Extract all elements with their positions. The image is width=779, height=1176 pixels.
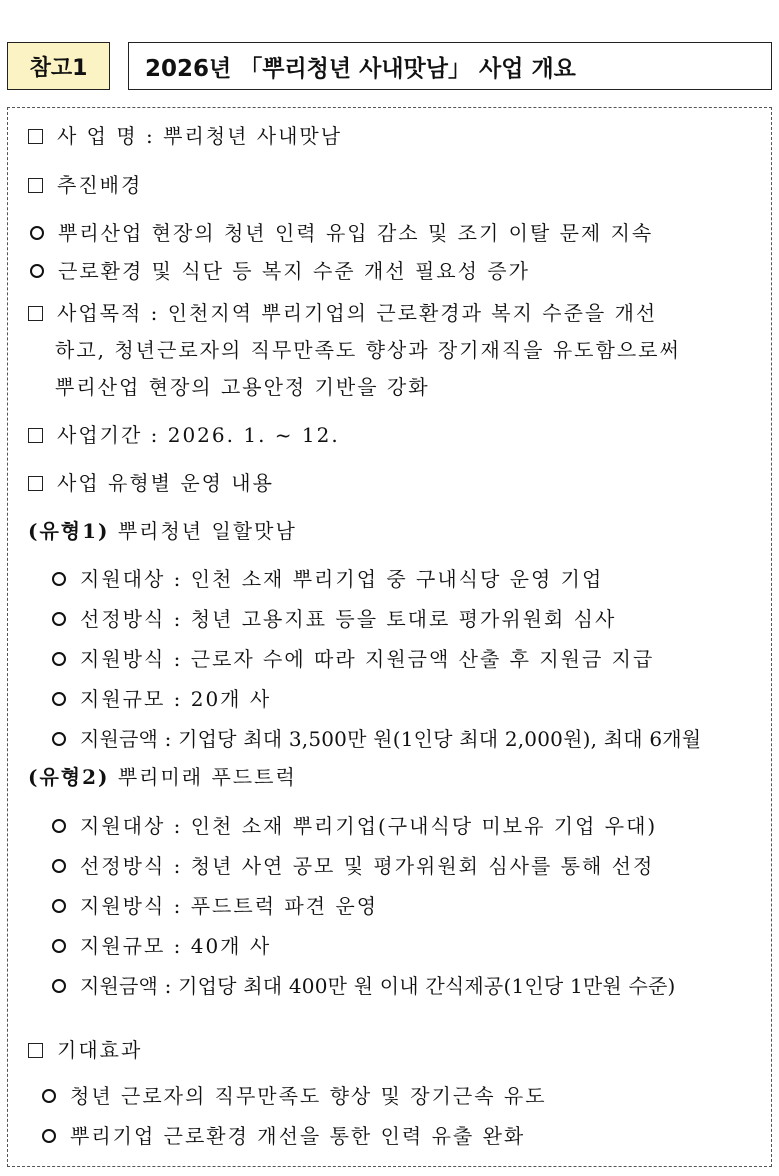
square-bullet-icon xyxy=(28,178,43,193)
background-heading: 추진배경 xyxy=(28,171,142,199)
header xyxy=(7,42,772,92)
type1-item: 지원방식 : 근로자 수에 따라 지원금액 산출 후 지원금 지급 xyxy=(52,645,654,673)
type2-item: 선정방식 : 청년 사연 공모 및 평가위원회 심사를 통해 선정 xyxy=(52,852,654,880)
type1-item: 선정방식 : 청년 고용지표 등을 토대로 평가위원회 심사 xyxy=(52,605,616,633)
business-name-line: 사 업 명 : 뿌리청년 사내맛남 xyxy=(28,122,342,150)
circle-bullet-icon xyxy=(52,859,66,873)
type1-item: 지원금액 : 기업당 최대 3,500만 원(1인당 최대 2,000원), 최대 6개월 xyxy=(52,725,701,753)
purpose-line: 하고, 청년근로자의 직무만족도 향상과 장기재직을 유도함으로써 xyxy=(55,338,681,362)
circle-bullet-icon xyxy=(52,652,66,666)
circle-bullet-icon xyxy=(52,692,66,706)
circle-bullet-icon xyxy=(52,819,66,833)
circle-bullet-icon xyxy=(30,226,44,240)
effects-item: 청년 근로자의 직무만족도 향상 및 장기근속 유도 xyxy=(42,1082,547,1110)
circle-bullet-icon xyxy=(52,732,66,746)
square-bullet-icon xyxy=(28,129,43,144)
period-line: 사업기간 : 2026. 1. ~ 12. xyxy=(28,421,340,449)
type2-item: 지원규모 : 40개 사 xyxy=(52,932,271,960)
type2-item: 지원금액 : 기업당 최대 400만 원 이내 간식제공(1인당 1만원 수준) xyxy=(52,972,676,1000)
square-bullet-icon xyxy=(28,476,43,491)
type2-heading: (유형2) 뿌리미래 푸드트럭 xyxy=(28,765,297,789)
circle-bullet-icon xyxy=(52,939,66,953)
square-bullet-icon xyxy=(28,306,43,321)
type1-item: 지원대상 : 인천 소재 뿌리기업 중 구내식당 운영 기업 xyxy=(52,565,603,593)
page-title: 2026년 「뿌리청년 사내맛남」 사업 개요 xyxy=(128,42,772,90)
circle-bullet-icon xyxy=(52,979,66,993)
circle-bullet-icon xyxy=(42,1089,56,1103)
purpose-line: 사업목적 : 인천지역 뿌리기업의 근로환경과 복지 수준을 개선 xyxy=(28,299,657,327)
effects-item: 뿌리기업 근로환경 개선을 통한 인력 유출 완화 xyxy=(42,1122,525,1150)
background-item: 뿌리산업 현장의 청년 인력 유입 감소 및 조기 이탈 문제 지속 xyxy=(30,219,653,247)
type1-item: 지원규모 : 20개 사 xyxy=(52,685,271,713)
effects-heading: 기대효과 xyxy=(28,1036,142,1064)
square-bullet-icon xyxy=(28,1043,43,1058)
reference-tag: 참고1 xyxy=(7,42,110,90)
circle-bullet-icon xyxy=(30,264,44,278)
types-heading: 사업 유형별 운영 내용 xyxy=(28,469,274,497)
square-bullet-icon xyxy=(28,428,43,443)
type2-item: 지원대상 : 인천 소재 뿌리기업(구내식당 미보유 기업 우대) xyxy=(52,812,657,840)
purpose-line: 뿌리산업 현장의 고용안정 기반을 강화 xyxy=(55,375,430,399)
circle-bullet-icon xyxy=(42,1129,56,1143)
circle-bullet-icon xyxy=(52,899,66,913)
type1-heading: (유형1) 뿌리청년 일할맛남 xyxy=(28,519,297,543)
circle-bullet-icon xyxy=(52,612,66,626)
type2-item: 지원방식 : 푸드트럭 파견 운영 xyxy=(52,892,378,920)
background-item: 근로환경 및 식단 등 복지 수준 개선 필요성 증가 xyxy=(30,257,530,285)
circle-bullet-icon xyxy=(52,572,66,586)
